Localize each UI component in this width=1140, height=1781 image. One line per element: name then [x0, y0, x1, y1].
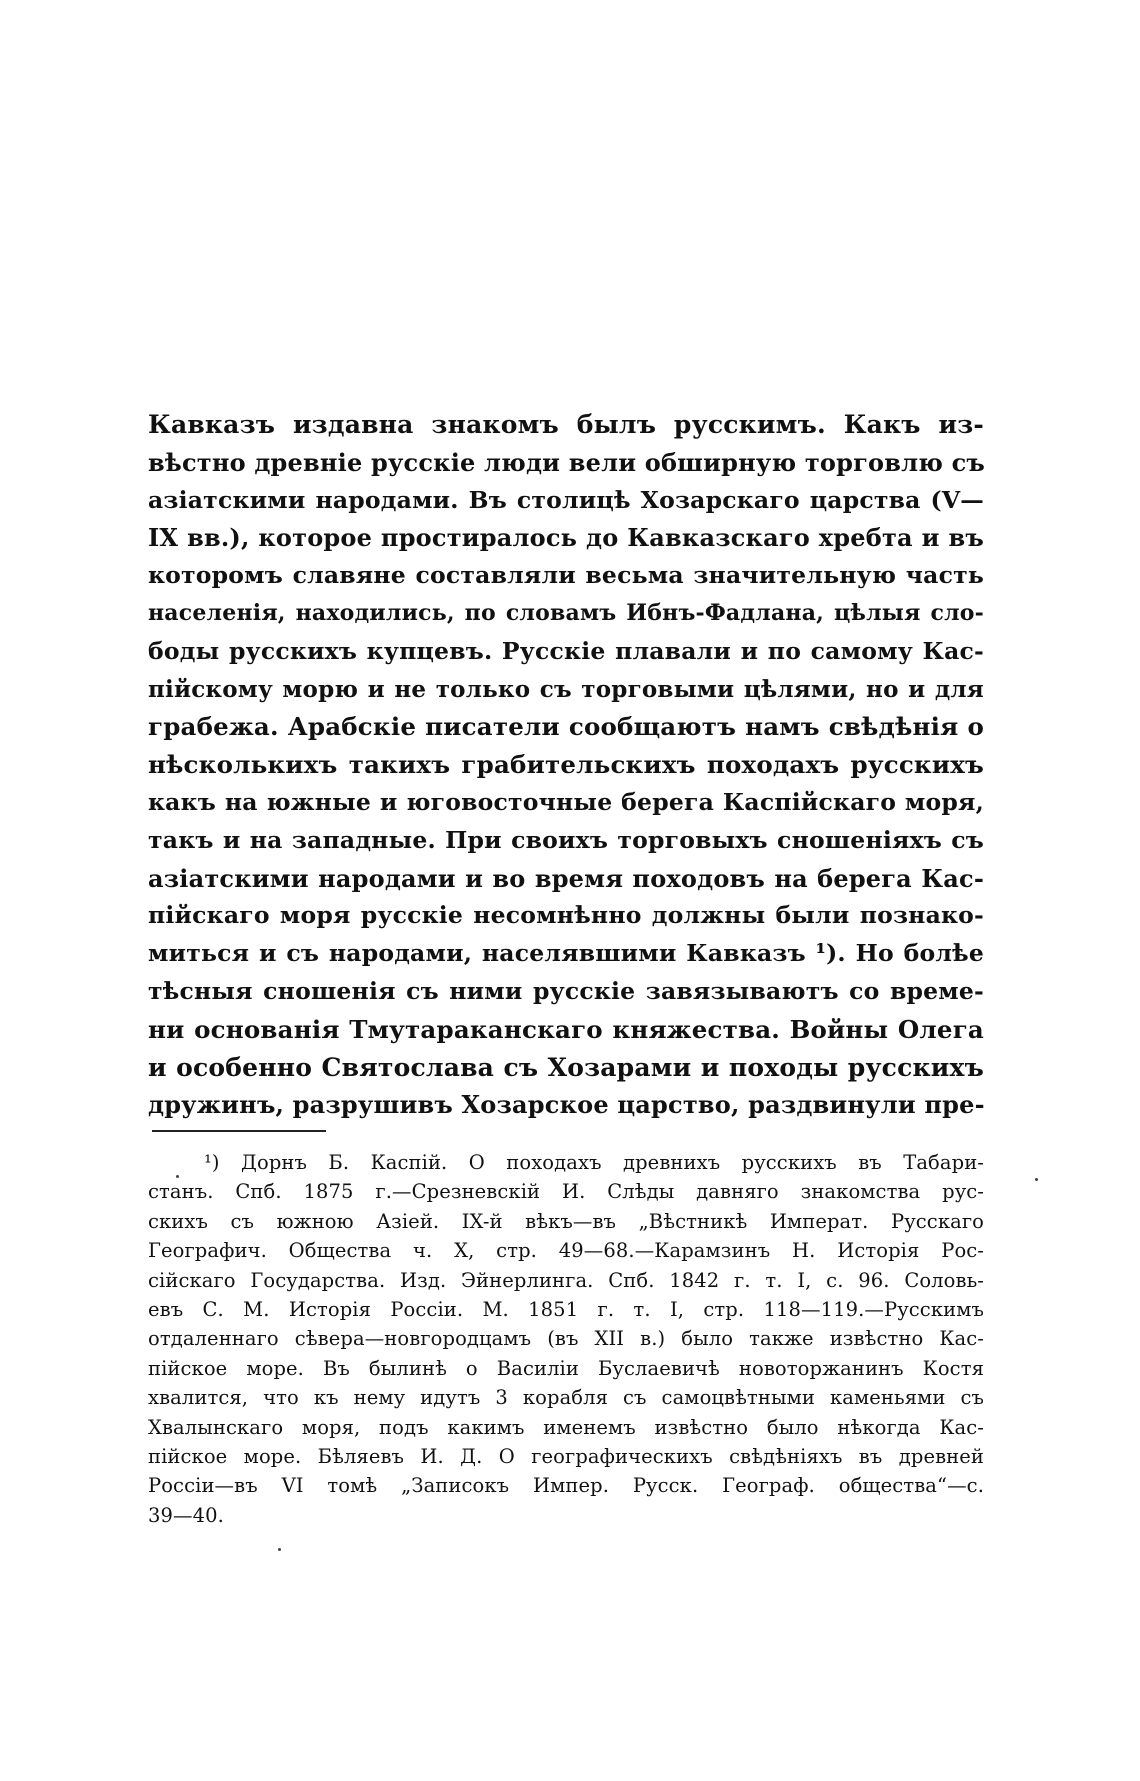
- text-line: вѣстно древніе русскіе люди вели обширную торговлю съ: [148, 447, 985, 477]
- footnote-line: сійскаго Государства. Изд. Эйнерлинга. Спб. 1842 г. т. I, с. 96. Соловь-: [148, 1268, 984, 1292]
- footnote-line: хвалится, что къ нему идутъ 3 корабля съ самоцвѣтными каменьями съ: [148, 1386, 984, 1410]
- footnote-line: пійское море. Бѣляевъ И. Д. О географическихъ свѣдѣніяхъ въ древней: [148, 1444, 984, 1468]
- footnote-line: ¹) Дорнъ Б. Каспій. О походахъ древнихъ русскихъ въ Табари-: [204, 1151, 984, 1174]
- text-line: IX вв.), которое простиралось до Кавказскаго хребта и въ: [148, 523, 984, 553]
- footnote-line: евъ С. М. Исторія Россіи. М. 1851 г. т. I, стр. 118—119.—Русскимъ: [148, 1297, 984, 1321]
- text-line: боды русскихъ купцевъ. Русскіе плавали и по самому Кас-: [148, 636, 984, 665]
- footnote-block: [148, 1148, 984, 1530]
- print-speck: [1035, 1178, 1038, 1181]
- text-line: тѣсныя сношенія съ ними русскіе завязываютъ со време-: [148, 976, 984, 1005]
- text-line: грабежа. Арабскіе писатели сообщаютъ намъ свѣдѣнія о: [148, 712, 984, 742]
- text-line: азіатскими народами и во время походовъ на берега Кас-: [148, 863, 984, 893]
- text-line: пійскому морю и не только съ торговыми цѣлями, но и для: [148, 675, 984, 703]
- text-line: пійскаго моря русскіе несомнѣнно должны были познако-: [148, 901, 984, 930]
- print-speck: [278, 1548, 281, 1551]
- footnote-line: Географич. Общества ч. X, стр. 49—68.—Карамзинъ Н. Исторія Рос-: [148, 1239, 984, 1263]
- footnote-line: Россіи—въ VI томѣ „Записокъ Импер. Русск. Географ. общества“—с.: [148, 1474, 984, 1498]
- print-speck: [176, 1175, 179, 1178]
- text-line: и особенно Святослава съ Хозарами и походы русскихъ: [148, 1052, 984, 1082]
- main-paragraph: [148, 406, 984, 1124]
- text-line: Кавказъ издавна знакомъ былъ русскимъ. Какъ из-: [148, 410, 984, 439]
- text-line: такъ и на западные. При своихъ торговыхъ сношеніяхъ съ: [148, 825, 984, 854]
- text-line: азіатскими народами. Въ столицѣ Хозарскаго царства (V—: [148, 485, 984, 514]
- text-line: дружинъ, разрушивъ Хозарское царство, раздвинули пре-: [148, 1090, 985, 1120]
- footnote-line: 39—40.: [148, 1503, 224, 1527]
- footnote-line: станъ. Спб. 1875 г.—Срезневскій И. Слѣды давняго знакомства рус-: [148, 1180, 984, 1204]
- footnote-line: Хвалынскаго моря, подъ какимъ именемъ извѣстно было нѣкогда Кас-: [148, 1415, 984, 1439]
- text-line: ни основанія Тмутараканскаго княжества. Войны Олега: [148, 1014, 984, 1044]
- footnote-line: отдаленнаго сѣвера—новгородцамъ (въ XII в.) было также извѣстно Кас-: [148, 1327, 984, 1351]
- text-line: нѣсколькихъ такихъ грабительскихъ походахъ русскихъ: [148, 750, 984, 780]
- text-line: какъ на южные и юговосточные берега Каспійскаго моря,: [148, 787, 984, 816]
- footnote-separator: [152, 1130, 326, 1132]
- footnote-line: скихъ съ южною Азіей. IX-й вѣкъ—въ „Вѣстникѣ Императ. Русскаго: [148, 1209, 984, 1233]
- footnote-line: пійское море. Въ былинѣ о Василіи Буслаевичѣ новоторжанинъ Костя: [148, 1356, 984, 1380]
- text-line: которомъ славяне составляли весьма значительную часть: [148, 561, 984, 590]
- text-line: населенія, находились, по словамъ Ибнъ-Фадлана, цѣлыя сло-: [148, 599, 984, 626]
- text-line: миться и съ народами, населявшими Кавказъ ¹). Но болѣе: [148, 939, 984, 968]
